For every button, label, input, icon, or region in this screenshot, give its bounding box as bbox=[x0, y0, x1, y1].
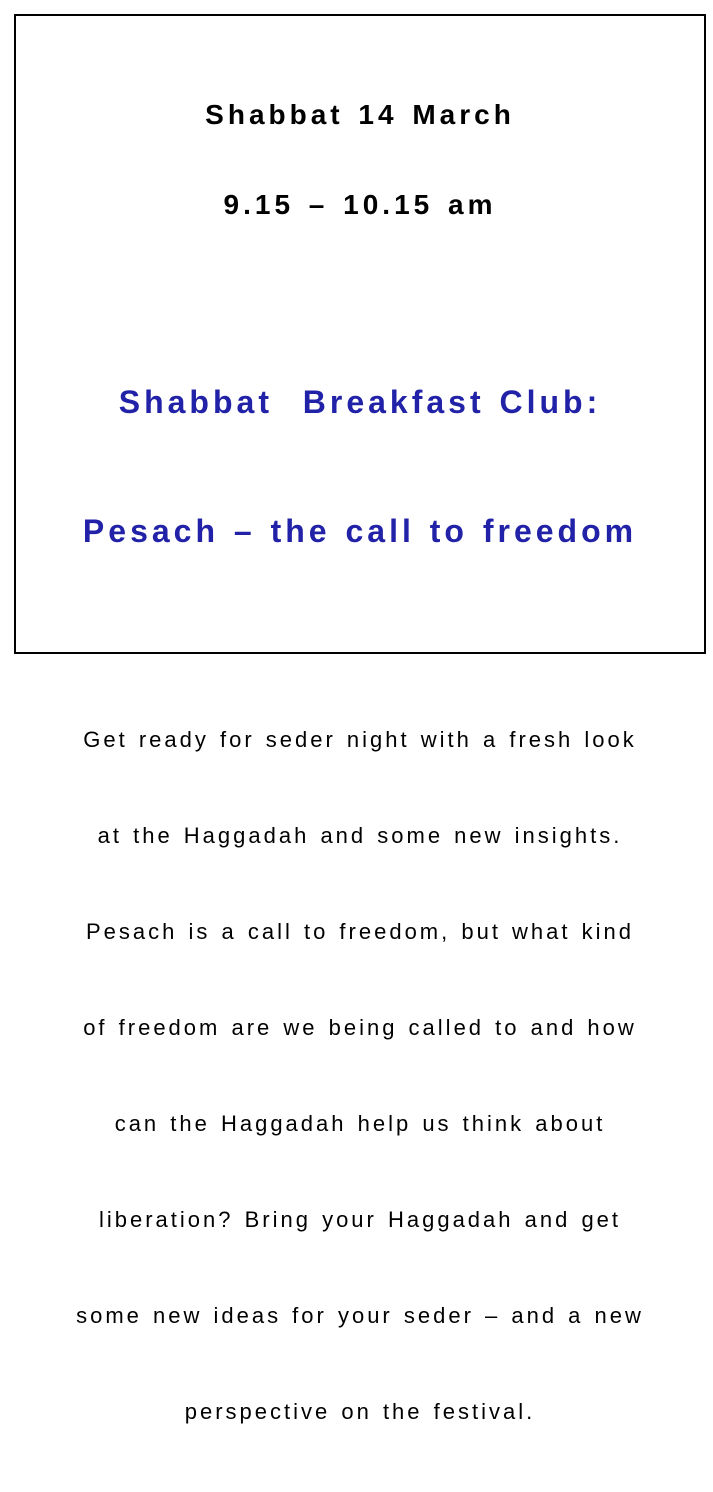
description-line: Pesach is a call to freedom, but what kind bbox=[86, 919, 634, 944]
description-line: can the Haggadah help us think about bbox=[114, 1111, 606, 1136]
description-line: perspective on the festival. bbox=[184, 1399, 536, 1424]
description-line: Get ready for seder night with a fresh look bbox=[83, 727, 637, 752]
description-line: liberation? Bring your Haggadah and get bbox=[98, 1207, 622, 1232]
event-datetime bbox=[16, 40, 704, 280]
description-line: some new ideas for your seder – and a new bbox=[76, 1303, 644, 1328]
description-line: at the Haggadah and some new insights. bbox=[97, 823, 623, 848]
event-time: 9.15 – 10.15 am bbox=[223, 189, 497, 220]
event-title-line2: Pesach – the call to freedom bbox=[82, 513, 638, 549]
event-description bbox=[16, 660, 704, 1492]
description-line: of freedom are we being called to and how bbox=[83, 1015, 637, 1040]
event-title bbox=[16, 295, 704, 639]
flyer-border-box bbox=[14, 14, 706, 1424]
event-date: Shabbat 14 March bbox=[205, 99, 515, 130]
event-title-line1: Shabbat Breakfast Club: bbox=[118, 384, 602, 420]
